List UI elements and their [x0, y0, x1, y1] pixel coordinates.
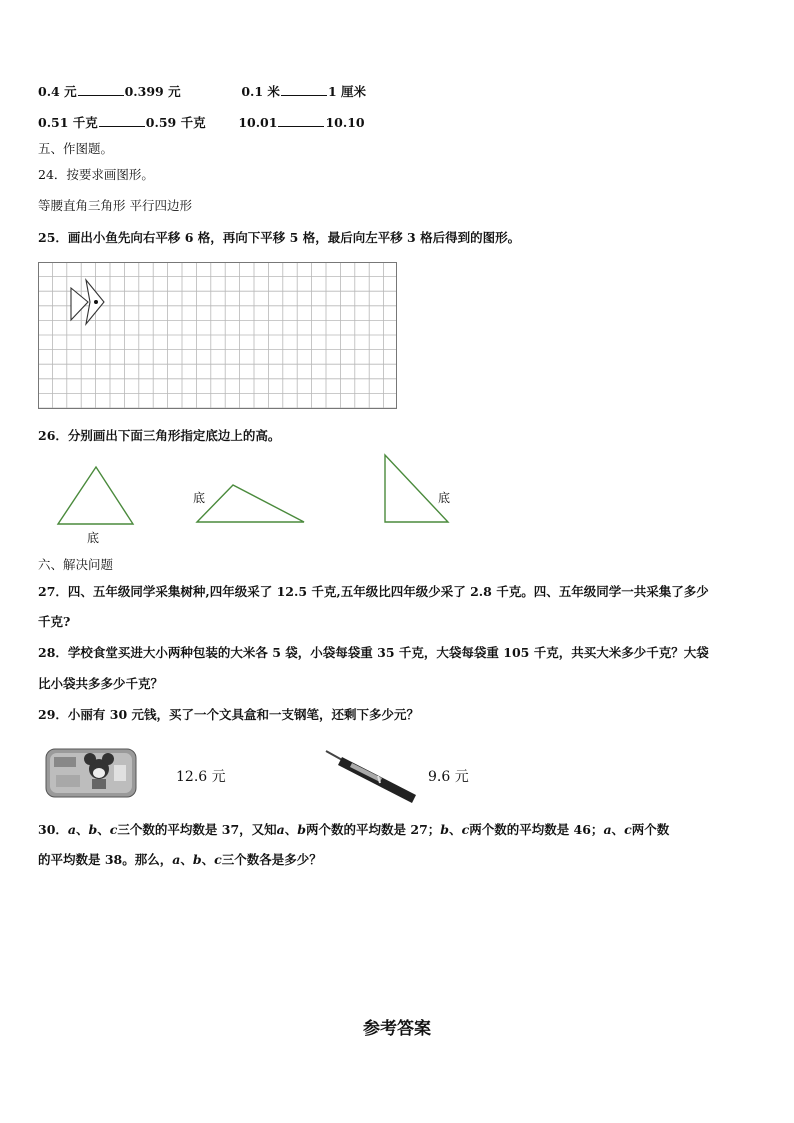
compare-item: 0.59 千克 — [145, 115, 206, 130]
compare-item: 1 厘米 — [327, 84, 366, 99]
price-pencil-case: 12.6 元 — [176, 769, 226, 785]
fountain-pen-image — [322, 745, 422, 805]
question-29: 29．小丽有 30 元钱，买了一个文具盒和一支钢笔，还剩下多少元？ — [38, 707, 419, 722]
question-30-line-1: 30．a、b、c三个数的平均数是 37，又知a、b两个数的平均数是 27；b、c两个数的平均数是 46；a、c两个数 — [38, 822, 670, 837]
compare-item: 10.01 — [238, 115, 278, 130]
question-28-line-2: 比小袋共多多少千克？ — [38, 676, 164, 691]
base-label-2: 底 — [193, 491, 206, 505]
fish-eye — [94, 300, 98, 304]
var-b: b — [88, 822, 98, 837]
answer-blank[interactable] — [99, 115, 145, 127]
answer-blank[interactable] — [278, 115, 324, 127]
question-27-line-2: 千克? — [38, 614, 71, 629]
triangle-2[interactable] — [192, 480, 312, 528]
base-label-1: 底 — [87, 531, 100, 545]
compare-item: 0.4 元 — [38, 84, 77, 99]
compare-item: 0.1 米 — [241, 84, 280, 99]
compare-item: 0.399 元 — [124, 84, 181, 99]
compare-row-2 — [38, 115, 365, 131]
var-c: c — [109, 822, 118, 837]
pencil-case-image — [44, 745, 138, 800]
fish-figure — [71, 280, 104, 324]
section-heading-6: 六、解决问题 — [38, 557, 114, 572]
answer-blank[interactable] — [281, 84, 327, 96]
section-heading-5: 五、作图题。 — [38, 141, 114, 156]
triangle-1[interactable] — [50, 465, 140, 530]
question-24-shapes: 等腰直角三角形 平行四边形 — [38, 198, 192, 213]
question-26: 26．分别画出下面三角形指定底边上的高。 — [38, 428, 281, 443]
drawing-grid[interactable] — [38, 262, 397, 409]
price-pen: 9.6 元 — [428, 769, 469, 785]
var-a: a — [67, 822, 77, 837]
question-27-line-1: 27．四、五年级同学采集树种,四年级采了 12.5 千克,五年级比四年级少采了 2.8 千克。四、五年级同学一共采集了多少 — [38, 584, 709, 599]
compare-item: 10.10 — [325, 115, 365, 130]
question-24: 24．按要求画图形。 — [38, 167, 154, 182]
question-28-line-1: 28．学校食堂买进大小两种包装的大米各 5 袋，小袋每袋重 35 千克，大袋每袋重 105 千克，共买大米多少千克？大袋 — [38, 645, 709, 660]
question-25: 25．画出小鱼先向右平移 6 格，再向下平移 5 格，最后向左平移 3 格后得到的图形。 — [38, 230, 521, 245]
compare-item: 0.51 千克 — [38, 115, 98, 130]
answer-blank[interactable] — [78, 84, 124, 96]
compare-row-1 — [38, 84, 366, 100]
base-label-3: 底 — [438, 491, 451, 505]
answer-key-title: 参考答案 — [363, 1019, 431, 1039]
question-30-line-2: 的平均数是 38。那么，a、b、c三个数各是多少？ — [38, 852, 322, 867]
